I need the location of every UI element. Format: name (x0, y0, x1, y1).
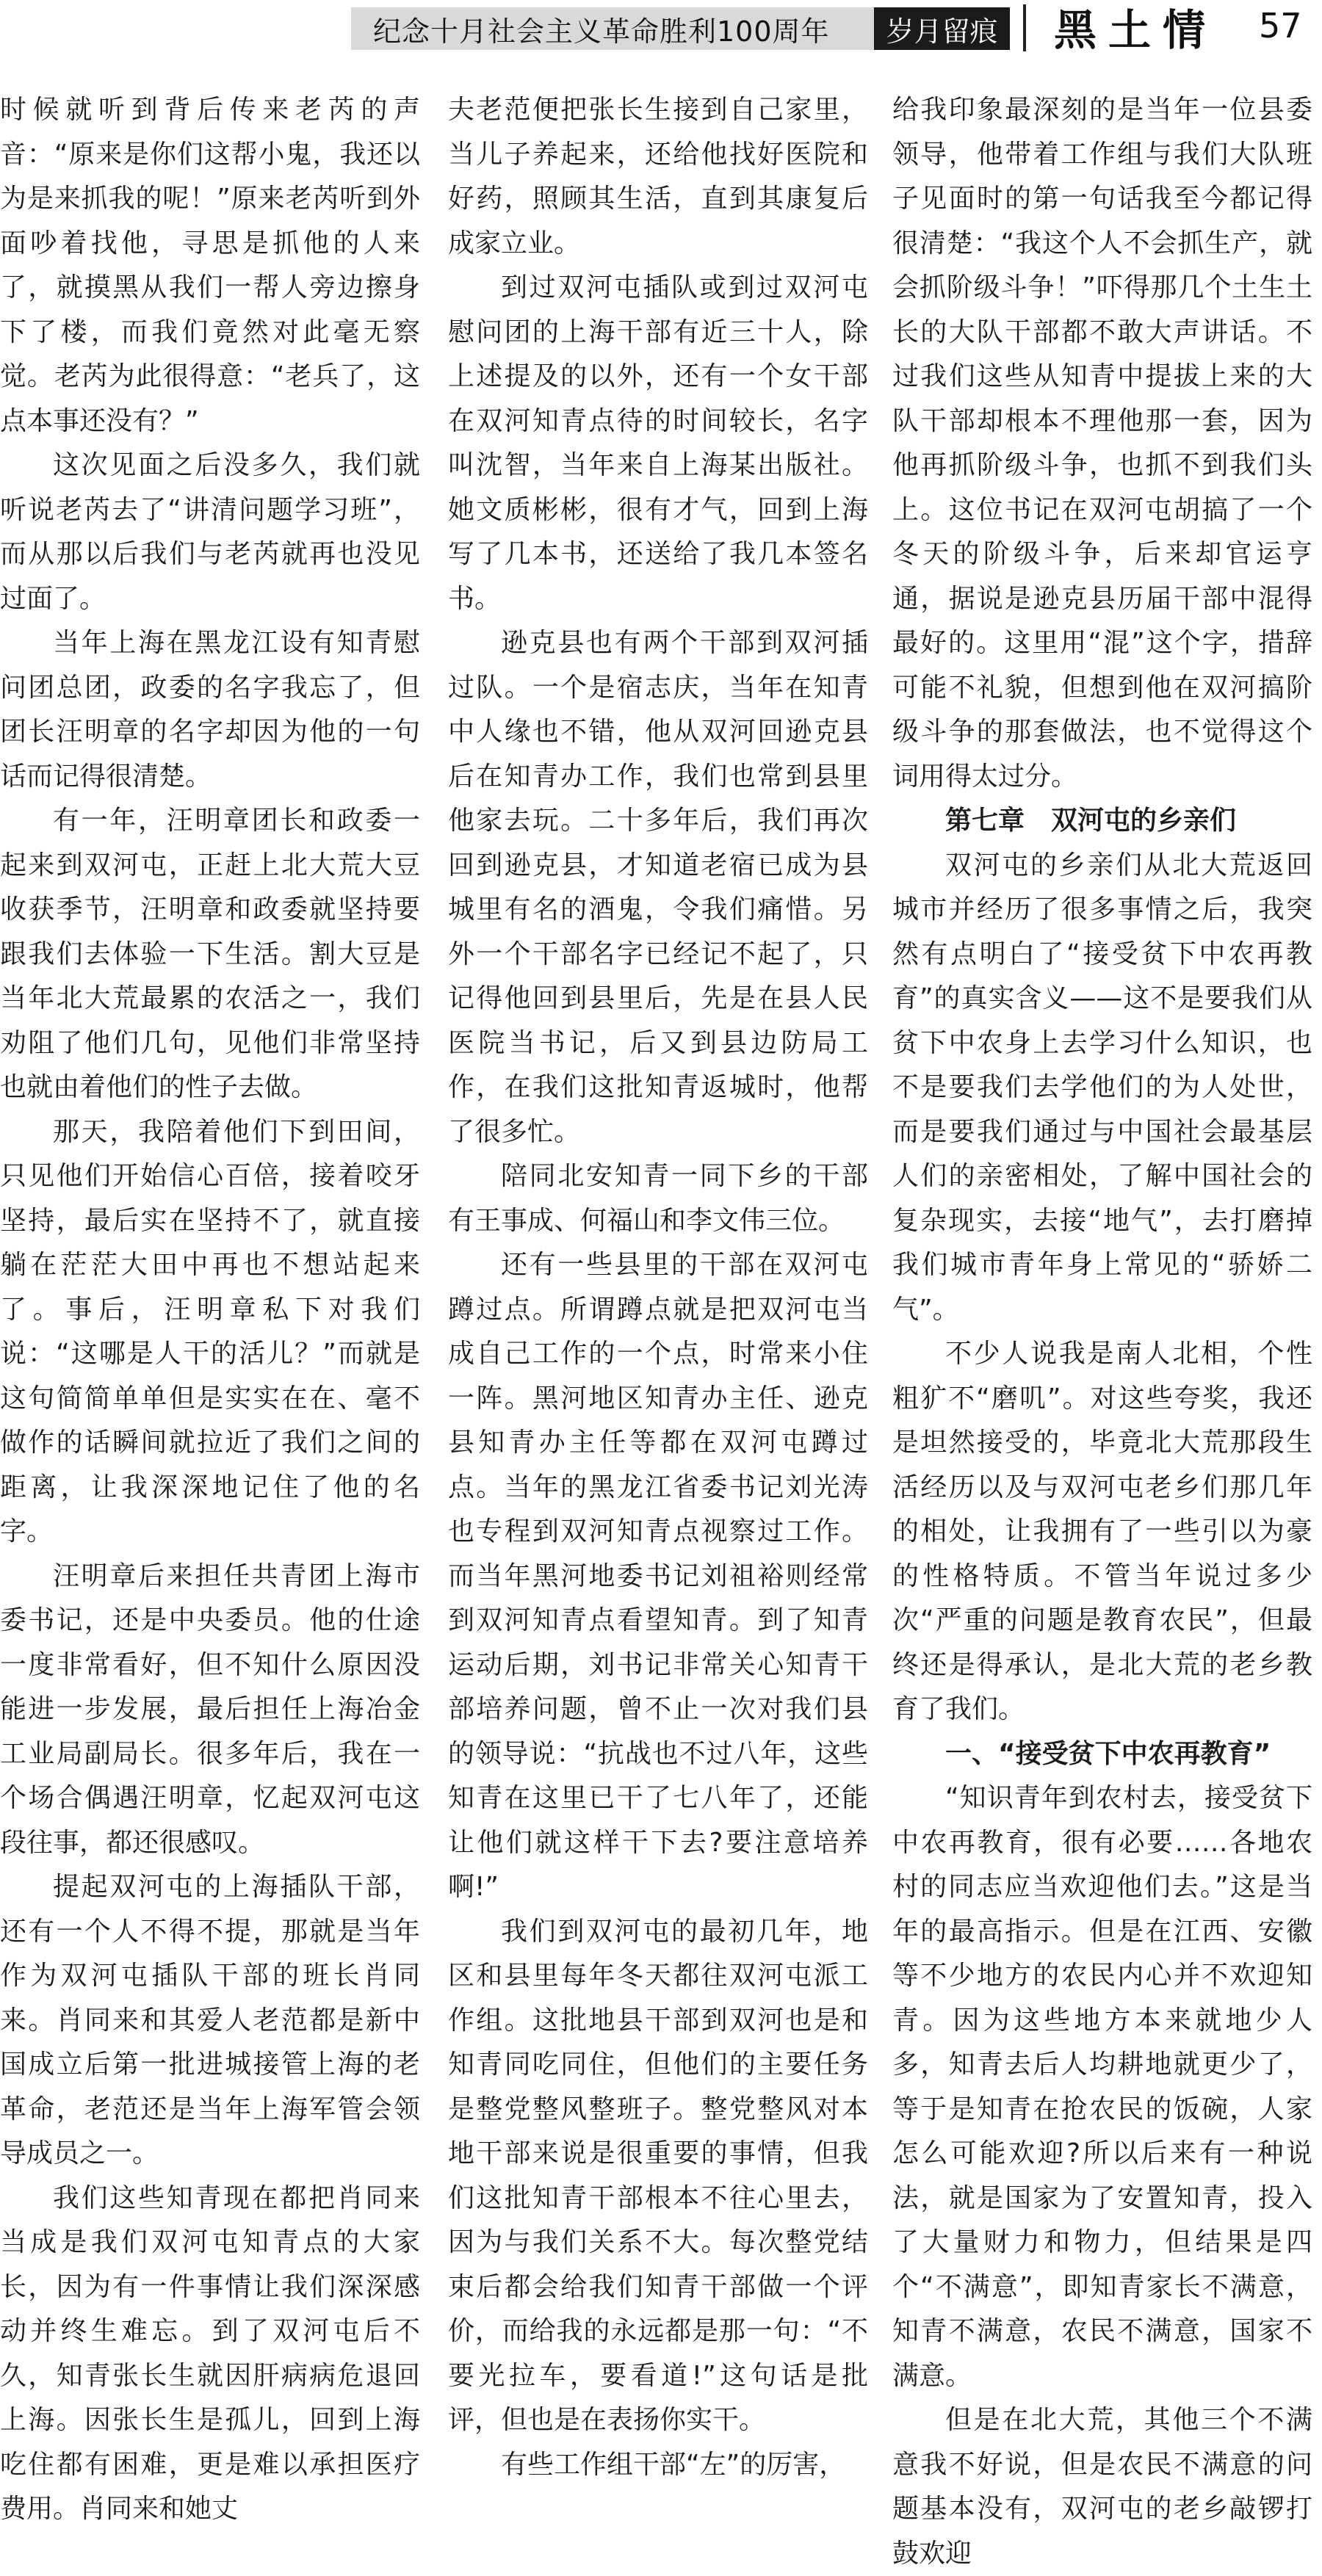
paragraph: 有一年，汪明章团长和政委一起来到双河屯，正赶上北大荒大豆收获季节，汪明章和政委就坚持要跟我们去体验一下生活。割大豆是当年北大荒最累的农活之一，我们劝阻了他们几句，见他们非常坚持也就由着他们的性子去做。 (0, 806, 420, 1102)
magazine-logo: 黑土情 (1054, 5, 1218, 55)
paragraph: 到过双河屯插队或到过双河屯慰问团的上海干部有近三十人，除上述提及的以外，还有一个女干部在双河知青点待的时间较长，名字叫沈智，当年来自上海某出版社。她文质彬彬，很有才气，回到上海写了几本书，还送给了我几本签名书。 (448, 272, 868, 614)
header-divider (1023, 4, 1026, 51)
paragraph: 这次见面之后没多久，我们就听说老芮去了“讲清问题学习班”，而从那以后我们与老芮就再也没见过面了。 (0, 450, 420, 614)
paragraph: 那天，我陪着他们下到田间，只见他们开始信心百倍，接着咬牙坚持，最后实在坚持不了，就直接躺在茫茫大田中再也不想站起来了。事后，汪明章私下对我们说：“这哪是人干的活儿？”而就是这句简简单单但是实实在在、毫不做作的话瞬间就拉近了我们之间的距离，让我深深地记住了他的名字。 (0, 1116, 420, 1546)
section-tag: 岁月留痕 (874, 7, 1010, 50)
paragraph: “知识青年到农村去，接受贫下中农再教育，很有必要……各地农村的同志应当欢迎他们去。”这是当年的最高指示。但是在江西、安徽等不少地方的农民内心并不欢迎知青。因为这些地方本来就地少人多，知青去后人均耕地就更少了，等于是知青在抢农民的饭碗，人家怎么可能欢迎?所以后来有一种说法，就是国家为了安置知青，投入了大量财力和物力，但结果是四个“不满意”，即知青家长不满意，知青不满意，农民不满意，国家不满意。 (892, 1783, 1312, 2391)
paragraph: 双河屯的乡亲们从北大荒返回城市并经历了很多事情之后，我突然有点明白了“接受贫下中农再教育”的真实含义——这不是要我们从贫下中农身上去学习什么知识，也不是要我们去学他们的为人处世，而是要我们通过与中国社会最基层人们的亲密相处，了解中国社会的复杂现实，去接“地气”，去打磨掉我们城市青年身上常见的“骄娇二气”。 (892, 850, 1312, 1325)
text-column-1 (0, 88, 420, 2532)
section-heading: 一、“接受贫下中农再教育” (945, 1738, 1271, 1769)
paragraph: 给我印象最深刻的是当年一位县委领导，他带着工作组与我们大队班子见面时的第一句话我至今都记得很清楚：“我这个人不会抓生产，就会抓阶级斗争！”吓得那几个土生土长的大队干部都不敢大声讲话。不过我们这些从知青中提拔上来的大队干部却根本不理他那一套，因为他再抓阶级斗争，也抓不到我们头上。这位书记在双河屯胡搞了一个冬天的阶级斗争，后来却官运亨通，据说是逊克县历届干部中混得最好的。这里用“混”这个字，措辞可能不礼貌，但想到他在双河搞阶级斗争的那套做法，也不觉得这个词用得太过分。 (892, 95, 1312, 792)
paragraph: 我们这些知青现在都把肖同来当成是我们双河屯知青点的大家长，因为有一件事情让我们深深感动并终生难忘。到了双河屯后不久，知青张长生就因肝病病危退回上海。因张长生是孤儿，回到上海吃住都有困难，更是难以承担医疗费用。肖同来和她丈 (0, 2182, 420, 2524)
page-number: 57 (1259, 6, 1302, 46)
page-header (0, 0, 1322, 55)
paragraph: 时候就听到背后传来老芮的声音：“原来是你们这帮小鬼，我还以为是来抓我的呢！”原来老芮听到外面吵着找他，寻思是抓他的人来了，就摸黑从我们一帮人旁边擦身下了楼，而我们竟然对此毫无察觉。老芮为此很得意：“老兵了，这点本事还没有？” (0, 95, 420, 436)
paragraph: 夫老范便把张长生接到自己家里，当儿子养起来，还给他找好医院和好药，照顾其生活，直到其康复后成家立业。 (448, 95, 868, 258)
commemoration-banner: 纪念十月社会主义革命胜利100周年 (351, 7, 874, 50)
paragraph: 陪同北安知青一同下乡的干部有王事成、何福山和李文伟三位。 (448, 1161, 868, 1236)
chapter-heading: 第七章 双河屯的乡亲们 (945, 806, 1237, 836)
text-column-3 (892, 88, 1312, 2576)
paragraph: 当年上海在黑龙江设有知青慰问团总团，政委的名字我忘了，但团长汪明章的名字却因为他的一句话而记得很清楚。 (0, 628, 420, 792)
paragraph: 我们到双河屯的最初几年，地区和县里每年冬天都往双河屯派工作组。这批地县干部到双河也是和知青同吃同住，但他们的主要任务是整党整风整班子。整党整风对本地干部来说是很重要的事情，但我们这批知青干部根本不往心里去，因为与我们关系不大。每次整党结束后都会给我们知青干部做一个评价，而给我的永远都是那一句：“不要光拉车，要看道!”这句话是批评，但也是在表扬你实干。 (448, 1916, 868, 2435)
text-column-2 (448, 88, 868, 2487)
paragraph: 还有一些县里的干部在双河屯蹲过点。所谓蹲点就是把双河屯当成自己工作的一个点，时常来小住一阵。黑河地区知青办主任、逊克县知青办主任等都在双河屯蹲过点。当年的黑龙江省委书记刘光涛也专程到双河知青点视察过工作。而当年黑河地委书记刘祖裕则经常到双河知青点看望知青。到了知青运动后期，刘书记非常关心知青干部培养问题，曾不止一次对我们县的领导说：“抗战也不过八年，这些知青在这里已干了七八年了，还能让他们就这样干下去?要注意培养啊!” (448, 1250, 868, 1902)
paragraph: 有些工作组干部“左”的厉害， (501, 2449, 846, 2480)
paragraph: 不少人说我是南人北相，个性粗犷不“磨叽”。对这些夸奖，我还是坦然接受的，毕竟北大荒那段生活经历以及与双河屯老乡们那几年的相处，让我拥有了一些引以为豪的性格特质。不管当年说过多少次“严重的问题是教育农民”，但最终还是得承认，是北大荒的老乡教育了我们。 (892, 1339, 1312, 1724)
paragraph: 提起双河屯的上海插队干部，还有一个人不得不提，那就是当年作为双河屯插队干部的班长肖同来。肖同来和其爱人老范都是新中国成立后第一批进城接管上海的老革命，老范还是当年上海军管会领导成员之一。 (0, 1872, 420, 2168)
paragraph: 逊克县也有两个干部到双河插过队。一个是宿志庆，当年在知青中人缘也不错，他从双河回逊克县后在知青办工作，我们也常到县里他家去玩。二十多年后，我们再次回到逊克县，才知道老宿已成为县城里有名的酒鬼，令我们痛惜。另外一个干部名字已经记不起了，只记得他回到县里后，先是在县人民医院当书记，后又到县边防局工作，在我们这批知青返城时，他帮了很多忙。 (448, 628, 868, 1147)
paragraph: 汪明章后来担任共青团上海市委书记，还是中央委员。他的仕途一度非常看好，但不知什么原因没能进一步发展，最后担任上海冶金工业局副局长。很多年后，我在一个场合偶遇汪明章，忆起双河屯这段往事，都还很感叹。 (0, 1560, 420, 1858)
paragraph: 但是在北大荒，其他三个不满意我不好说，但是农民不满意的问题基本没有，双河屯的老乡敲锣打鼓欢迎 (892, 2405, 1312, 2569)
